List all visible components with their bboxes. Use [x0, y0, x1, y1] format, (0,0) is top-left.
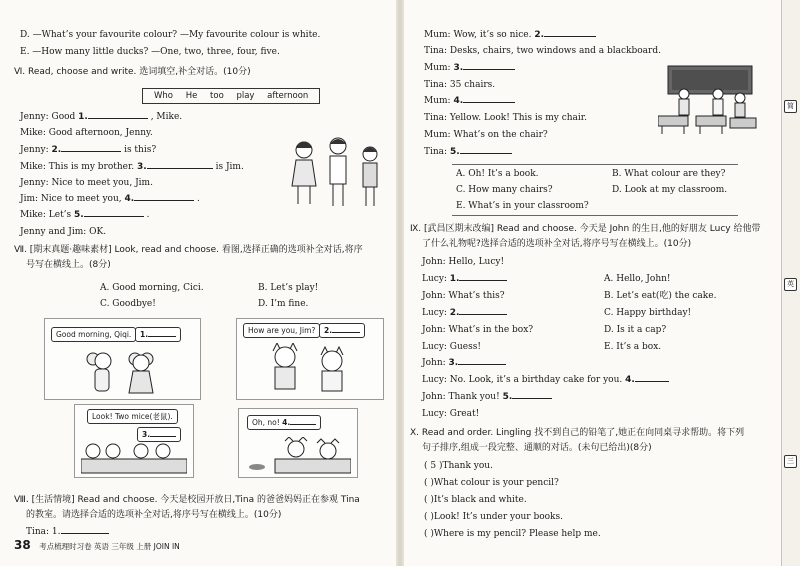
dialog-line-3: Jenny: 2. is this? [20, 145, 157, 155]
bubble-1: Good morning, Qiqi. [51, 327, 136, 342]
dialog-line-7: Mike: Let’s 5. . [20, 210, 150, 220]
dialog-line-5: Jenny: Nice to meet you, Jim. [20, 178, 153, 188]
s8-option-e: E. What’s in your classroom? [456, 201, 589, 211]
order-item-1: ( 5 )Thank you. [424, 461, 493, 471]
blank-s8-1[interactable] [61, 533, 109, 534]
dialog-line-8: Jenny and Jim: OK. [20, 227, 107, 237]
bubble-3: Look! Two mice(老鼠). [87, 409, 178, 424]
section-10-header-b: 句子排序,组成一段完整、通顺的对话。(未句已给出)(8分) [422, 443, 652, 453]
section-7-header-a: Ⅶ. [期末真题·趣味素材] Look, read and choose. 看图,选择正确的选项补全对话,将序 [14, 245, 363, 255]
section-9-header-a: Ⅸ. [武昌区期末改编] Read and choose. 今天是 John 的生日,他的好朋友 Lucy 给他带 [410, 224, 761, 234]
dialog-line-6: Jim: Nice to meet you, 4. . [20, 194, 200, 204]
kids-at-desk [81, 441, 187, 475]
picture-2 [236, 318, 384, 400]
s8-mum-what: Mum: What’s on the chair? [424, 130, 548, 140]
s8-mum-wow: Mum: Wow, it’s so nice. 2. [424, 30, 596, 41]
s8-option-c: C. How many chairs? [456, 185, 553, 195]
edge-tab-2: 英 [784, 278, 797, 291]
word-afternoon: afternoon [267, 91, 309, 101]
s7-option-c: C. Goodbye! [100, 299, 156, 309]
s8-tina-yellow: Tina: Yellow. Look! This is my chair. [424, 113, 587, 123]
s8-mum-3: Mum: 3. [424, 63, 515, 74]
option-d-prev: D. —What’s your favourite colour? —My favourite colour is white. [20, 30, 321, 40]
blank-s9-3[interactable] [458, 364, 506, 365]
blank-5[interactable] [84, 216, 144, 217]
s7-option-b: B. Let’s play! [258, 283, 319, 293]
order-item-2: ( )What colour is your pencil? [424, 478, 559, 488]
blank-s8-2[interactable] [544, 36, 596, 37]
s8-option-a: A. Oh! It’s a book. [456, 169, 539, 179]
picture-1 [44, 318, 201, 400]
s9-option-c: C. Happy birthday! [604, 308, 692, 318]
blank-s8-4[interactable] [463, 102, 515, 103]
blank-s9-1[interactable] [459, 280, 507, 281]
word-too: too [210, 91, 224, 101]
word-who: Who [154, 91, 173, 101]
mice-figures [81, 349, 161, 397]
s9-option-b: B. Let’s eat(吃) the cake. [604, 291, 717, 301]
order-item-3: ( )It’s black and white. [424, 495, 527, 505]
edge-tab-1: 简 [784, 100, 797, 113]
s7-option-a: A. Good morning, Cici. [100, 283, 204, 293]
edge-tab-3: 三 [784, 455, 797, 468]
cats-at-desk [245, 437, 351, 475]
dialog-line-4: Mike: This is my brother. 3. is Jim. [20, 162, 244, 172]
s8-tina-5: Tina: 5. [424, 147, 512, 158]
picture-3 [74, 404, 194, 478]
answer-box-2[interactable]: 2. [319, 323, 365, 338]
section-9-header-b: 了什么礼物呢?选择合适的选项补全对话,将序号写在横线上。(10分) [422, 239, 692, 249]
s9-line-4: Lucy: 2. [422, 308, 507, 319]
blank-1[interactable] [88, 118, 148, 119]
s8-tina-35: Tina: 35 chairs. [424, 80, 496, 90]
order-paren-5[interactable]: ( ) [424, 529, 434, 539]
order-item-5: ( )Where is my pencil? Please help me. [424, 529, 601, 539]
s9-option-e: E. It’s a box. [604, 342, 662, 352]
order-paren-2[interactable]: ( ) [424, 478, 434, 488]
section-8-header-b: 的教室。请选择合适的选项补全对话,将序号写在横线上。(10分) [26, 510, 282, 520]
tina-line-1: Tina: 1. [26, 527, 109, 538]
order-item-4: ( )Look! It’s under your books. [424, 512, 563, 522]
s9-line-6: Lucy: Guess! [422, 342, 481, 352]
s7-option-d: D. I’m fine. [258, 299, 309, 309]
dialog-line-2: Mike: Good afternoon, Jenny. [20, 128, 153, 138]
blank-s9-4[interactable] [635, 381, 669, 382]
section-6-header: Ⅵ. Read, choose and write. 选词填空,补全对话。(10分) [14, 67, 251, 77]
three-kids-illustration [286, 134, 386, 210]
dialog-line-1: Jenny: Good 1. , Mike. [20, 112, 183, 122]
s9-line-2: Lucy: 1. [422, 274, 507, 285]
page-edge-tabs [781, 0, 800, 566]
s8-mum-4: Mum: 4. [424, 96, 515, 107]
page-number: 38 [14, 538, 31, 552]
s9-option-d: D. Is it a cap? [604, 325, 667, 335]
s8-tina-desks: Tina: Desks, chairs, two windows and a blackboard. [424, 46, 661, 56]
blank-s8-3[interactable] [463, 69, 515, 70]
cats-figures [263, 343, 353, 397]
section-8-header-a: Ⅷ. [生活情境] Read and choose. 今天是校园开放日,Tina 的爸爸妈妈正在参观 Tina [14, 495, 360, 505]
s9-option-a: A. Hello, John! [604, 274, 671, 284]
right-page [408, 0, 780, 566]
s9-line-8: Lucy: No. Look, it’s a birthday cake for you. 4. [422, 375, 669, 386]
s8-option-b: B. What colour are they? [612, 169, 726, 179]
section-10-header-a: Ⅹ. Read and order. Lingling 找不到自己的铅笔了,她正在向同桌寻求帮助。将下列 [410, 428, 745, 438]
s9-line-9: John: Thank you! 5. [422, 392, 552, 403]
s9-line-1: John: Hello, Lucy! [422, 257, 505, 267]
section-7-header-b: 号写在横线上。(8分) [26, 260, 111, 270]
s8-options-box [452, 164, 738, 216]
bubble-4: Oh, no! 4. [247, 415, 321, 430]
book-spine [396, 0, 404, 566]
order-paren-1[interactable]: ( 5 ) [424, 461, 443, 471]
s9-line-3: John: What’s this? [422, 291, 505, 301]
blank-s8-5[interactable] [460, 153, 512, 154]
s8-option-d: D. Look at my classroom. [612, 185, 728, 195]
order-paren-4[interactable]: ( ) [424, 512, 434, 522]
blank-2[interactable] [61, 151, 121, 152]
picture-4 [238, 408, 358, 478]
s9-line-5: John: What’s in the box? [422, 325, 534, 335]
order-paren-3[interactable]: ( ) [424, 495, 434, 505]
left-page [14, 0, 392, 566]
blank-s9-2[interactable] [459, 314, 507, 315]
blank-3[interactable] [147, 168, 213, 169]
word-play: play [236, 91, 255, 101]
classroom-illustration [658, 64, 758, 134]
option-e-prev: E. —How many little ducks? —One, two, three, four, five. [20, 47, 280, 57]
blank-s9-5[interactable] [512, 398, 552, 399]
s9-line-10: Lucy: Great! [422, 409, 480, 419]
left-footer [14, 538, 180, 552]
word-box [142, 88, 320, 104]
answer-box-3[interactable]: 3. [137, 427, 181, 442]
s9-line-7: John: 3. [422, 358, 506, 369]
answer-box-1[interactable]: 1. [135, 327, 181, 342]
footer-text: 考点梳理时习卷 英语 三年级 上册 JOIN IN [39, 542, 180, 551]
blank-4[interactable] [134, 200, 194, 201]
bubble-2: How are you, Jim? [243, 323, 320, 338]
word-he: He [185, 91, 198, 101]
